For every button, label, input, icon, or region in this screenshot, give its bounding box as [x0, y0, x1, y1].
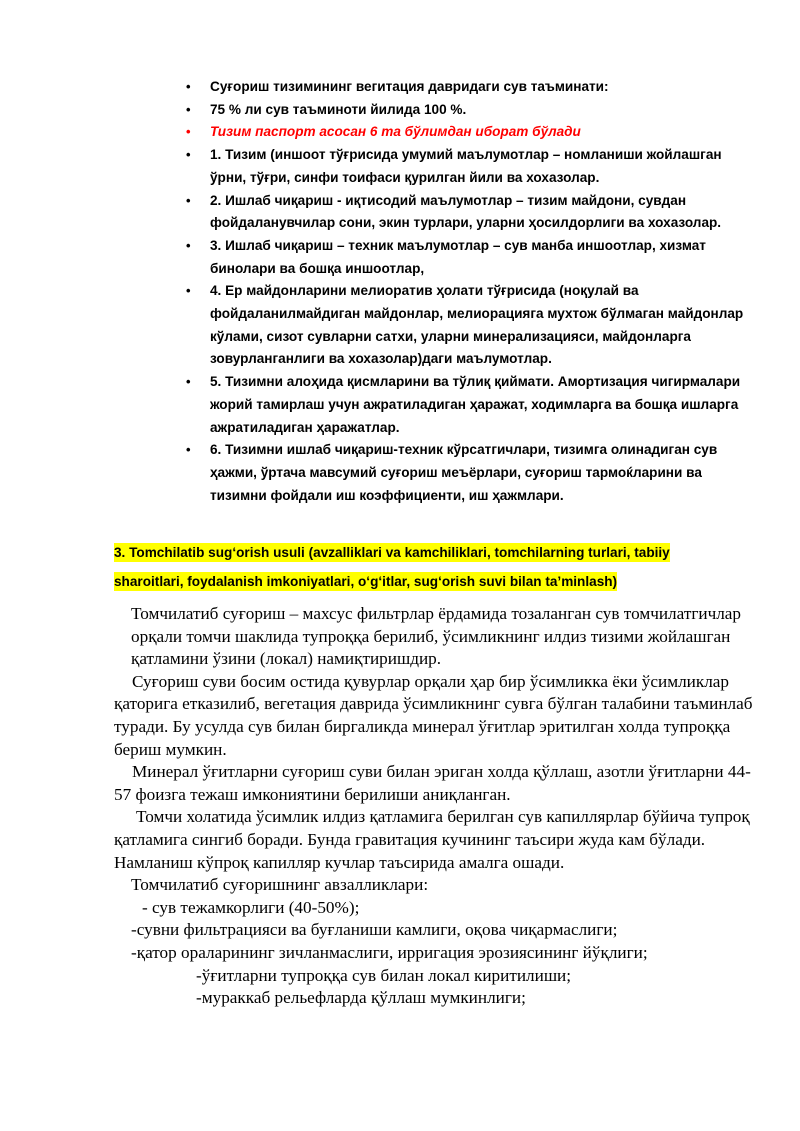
bullet-item [186, 439, 746, 507]
passport-bullet-list [186, 76, 746, 507]
bullet-item [186, 76, 746, 99]
section-heading [114, 538, 734, 596]
body-text [114, 603, 754, 1010]
bullet-text: 75 % ли сув таъминоти йилида 100 %. [210, 101, 467, 117]
bullet-text: 2. Ишлаб чиқариш - иқтисодий маълумотлар – тизим майдони, сувдан фойдаланувчилар сони, экин турлари, уларни ҳосилдорлиги ва хохазолар. [210, 192, 722, 231]
bullet-item [186, 190, 746, 235]
bullet-text: 1. Тизим (иншоот тўғрисида умумий маълумотлар – номланиши жойлашган ўрни, тўғри, синфи тоифаси қурилган йили ва хохазолар. [210, 147, 722, 185]
bullet-glyph: • [186, 442, 191, 458]
bullet-glyph: • [186, 79, 191, 94]
bullet-item [186, 371, 746, 439]
bullet-item [186, 280, 746, 371]
paragraph: Томчилатиб суғоришнинг авзалликлари: [131, 875, 429, 895]
paragraph: -қатор ораларининг зичланмаслиги, ирригация эрозиясининг йўқлиги; [131, 942, 648, 962]
bullet-text: Суғориш тизимининг вегитация давридаги сув таъминати: [210, 79, 609, 94]
bullet-text: 3. Ишлаб чиқариш – техник маълумотлар – сув манба иншоотлар, хизмат бинолари ва бошқа иншоотлар, [210, 237, 706, 276]
bullet-glyph: • [186, 374, 191, 390]
bullet-text: 5. Тизимни алоҳида қисмларини ва тўлиқ қиймати. Амортизация чигирмалари жорий тамирлаш учун ажратиладиган ҳаражат, ходимларга ва бошқа ишларга ажратиладиган ҳаражатлар. [210, 374, 741, 435]
paragraph: - сув тежамкорлиги (40-50%); [142, 897, 360, 917]
paragraph: Томчилатиб суғориш – махсус фильтрлар ёрдамида тозаланган сув томчилатгичлар орқали томчи шаклида тупроққа берилиб, ўсимликнинг илдиз тизими жойлашган қатламини ўзини (локал) намиқтиришдир. [131, 604, 742, 669]
bullet-glyph: • [186, 192, 191, 208]
bullet-item [186, 235, 746, 280]
paragraph: Суғориш суви босим остида қувурлар орқали ҳар бир ўсимликка ёки ўсимликлар қаторига етказилиб, вегетация даврида ўсимликнинг сувга бўлган талабини таъминлаб туради. Бу усулда сув билан биргаликда минерал ўғитлар эритилган холда тупроққа бериш мумкин. [114, 671, 753, 759]
section-heading-text: 3. Tomchilatib sug‘orish usuli (avzalliklari va kamchiliklari, tomchilarning turlari, tabiiy sharoitlari, foydalanish imkoniyatlari, o‘g‘itlar, sug‘orish suvi bilan ta’minlash) [114, 545, 670, 589]
bullet-item [186, 99, 746, 122]
bullet-text: 6. Тизимни ишлаб чиқариш-техник кўрсатгичлари, тизимга олинадиган сув ҳажми, ўртача мавсумий суғориш меъёрлари, суғориш тармоќларини ва тизимни фойдали иш коэффициенти, иш ҳажмлари. [210, 442, 718, 503]
bullet-glyph: • [186, 124, 191, 140]
paragraph: Минерал ўғитларни суғориш суви билан эриган холда қўллаш, азотли ўғитларни 44-57 фоизга тежаш имкониятини берилиши аниқланган. [114, 762, 751, 804]
bullet-text: 4. Ер майдонларини мелиоратив ҳолати тўғрисида (ноқулай ва фойдаланилмайдиган майдонлар, мелиорацияга мухтож бўлмаган майдонлар кўлами, сизот сувларни сатхи, уларни минерализацияси, майдонларга зовурланганлиги ва хохазолар)даги маълумотлар. [210, 283, 744, 367]
paragraph: Томчи холатида ўсимлик илдиз қатламига берилган сув капиллярлар бўйича тупроқ қатламига сингиб боради. Бунда гравитация кучининг таъсири жуда кам бўлади. Намланиш кўпроқ капилляр кучлар таъсирида амалга ошади. [114, 807, 750, 872]
bullet-item [186, 144, 746, 189]
bullet-glyph: • [186, 283, 191, 299]
bullet-text: Тизим паспорт асосан 6 та бўлимдан иборат бўлади [210, 124, 581, 140]
paragraph: -сувни фильтрацияси ва буғланиши камлиги, оқова чиқармаслиги; [131, 920, 618, 940]
bullet-glyph: • [186, 237, 191, 253]
paragraph: -ўғитларни тупроққа сув билан локал киритилиши; [196, 965, 572, 985]
bullet-glyph: • [186, 101, 191, 117]
paragraph: -мураккаб рельефларда қўллаш мумкинлиги; [196, 988, 526, 1008]
bullet-glyph: • [186, 147, 191, 163]
bullet-item [186, 121, 746, 144]
